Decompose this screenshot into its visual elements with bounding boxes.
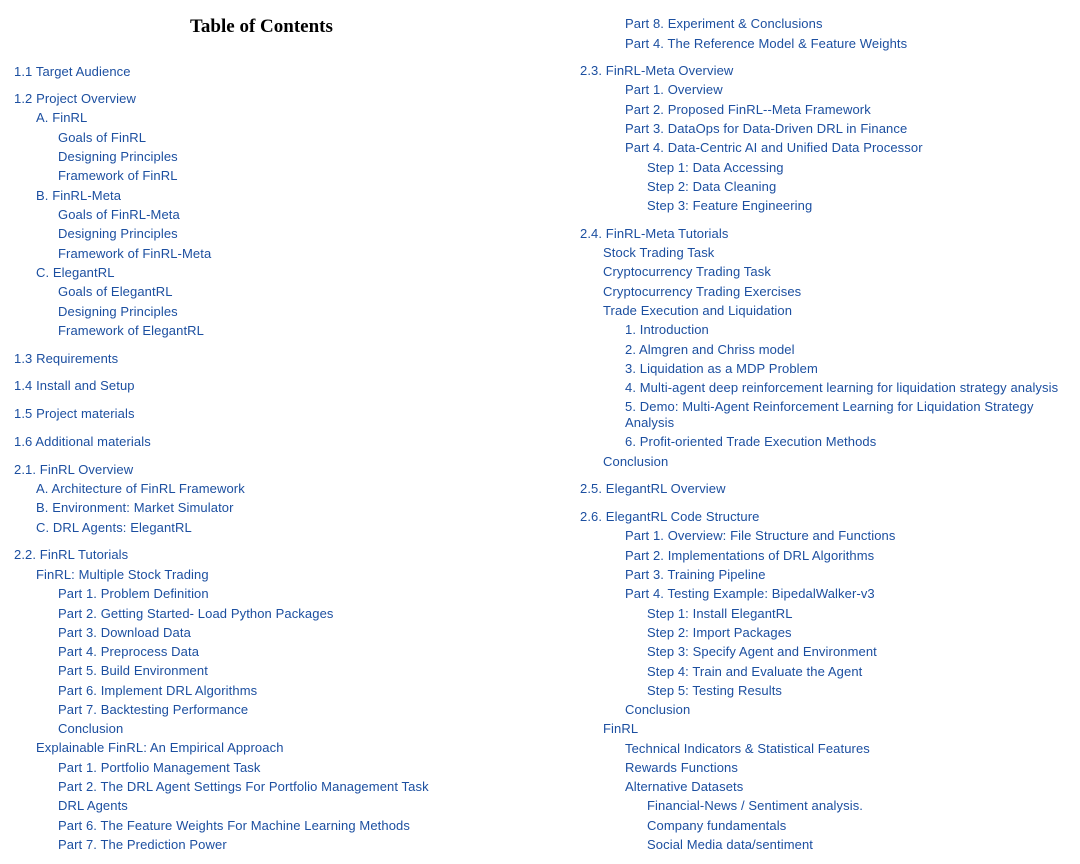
toc-link-finrl-meta-overview[interactable]: 2.3. FinRL-Meta Overview bbox=[580, 63, 734, 78]
toc-link-alternative-datasets[interactable]: Alternative Datasets bbox=[625, 779, 744, 794]
toc-link-framework-of-finrl-meta[interactable]: Framework of FinRL-Meta bbox=[58, 246, 212, 261]
toc-link-implementations-drl-algorithms[interactable]: Part 2. Implementations of DRL Algorithms bbox=[625, 548, 875, 563]
toc-link-preprocess-data[interactable]: Part 4. Preprocess Data bbox=[58, 644, 200, 659]
toc-link-build-environment[interactable]: Part 5. Build Environment bbox=[58, 663, 208, 678]
toc-link-finrl[interactable]: A. FinRL bbox=[36, 110, 88, 125]
toc-link-demo-multi-agent-rl[interactable]: 5. Demo: Multi-Agent Reinforcement Learning for Liquidation Strategy Analysis bbox=[625, 399, 1034, 430]
toc-link-portfolio-management-task[interactable]: Part 1. Portfolio Management Task bbox=[58, 760, 261, 775]
toc-link-proposed-finrl-meta-framework[interactable]: Part 2. Proposed FinRL--Meta Framework bbox=[625, 102, 871, 117]
toc-link-framework-of-finrl[interactable]: Framework of FinRL bbox=[58, 168, 178, 183]
toc-link-crypto-trading-task[interactable]: Cryptocurrency Trading Task bbox=[603, 264, 771, 279]
toc-link-dataops[interactable]: Part 3. DataOps for Data-Driven DRL in Finance bbox=[625, 121, 908, 136]
toc-link-trade-execution-liquidation[interactable]: Trade Execution and Liquidation bbox=[603, 303, 793, 318]
toc-link-multiple-stock-trading[interactable]: FinRL: Multiple Stock Trading bbox=[36, 567, 209, 582]
toc-link-designing-principles-finrl[interactable]: Designing Principles bbox=[58, 149, 178, 164]
toc-link-stock-trading-task[interactable]: Stock Trading Task bbox=[603, 245, 715, 260]
toc-link-testing-bipedalwalker[interactable]: Part 4. Testing Example: BipedalWalker-v3 bbox=[625, 586, 875, 601]
toc-link-feature-engineering[interactable]: Step 3: Feature Engineering bbox=[647, 198, 813, 213]
toc-link-finrl-meta-tutorials[interactable]: 2.4. FinRL-Meta Tutorials bbox=[580, 226, 729, 241]
toc-link-designing-principles-elegantrl[interactable]: Designing Principles bbox=[58, 304, 178, 319]
toc-link-data-accessing[interactable]: Step 1: Data Accessing bbox=[647, 160, 784, 175]
toc-link-problem-definition[interactable]: Part 1. Problem Definition bbox=[58, 586, 209, 601]
toc-link-elegantrl-code-structure[interactable]: 2.6. ElegantRL Code Structure bbox=[580, 509, 760, 524]
toc-link-download-data[interactable]: Part 3. Download Data bbox=[58, 625, 191, 640]
toc-link-requirements[interactable]: 1.3 Requirements bbox=[14, 351, 119, 366]
toc-link-data-cleaning[interactable]: Step 2: Data Cleaning bbox=[647, 179, 777, 194]
toc-link-framework-of-elegantrl[interactable]: Framework of ElegantRL bbox=[58, 323, 204, 338]
toc-link-environment-market-simulator[interactable]: B. Environment: Market Simulator bbox=[36, 500, 234, 515]
toc-link-drl-agents[interactable]: DRL Agents bbox=[58, 798, 128, 813]
toc-link-almgren-chriss-model[interactable]: 2. Almgren and Chriss model bbox=[625, 342, 795, 357]
toc-link-target-audience[interactable]: 1.1 Target Audience bbox=[14, 64, 131, 79]
toc-link-finrl-tutorials[interactable]: 2.2. FinRL Tutorials bbox=[14, 547, 129, 562]
toc-link-crypto-trading-exercises[interactable]: Cryptocurrency Trading Exercises bbox=[603, 284, 802, 299]
toc-link-architecture-of-finrl[interactable]: A. Architecture of FinRL Framework bbox=[36, 481, 245, 496]
toc-link-meta-overview[interactable]: Part 1. Overview bbox=[625, 82, 723, 97]
toc-link-specify-agent-environment[interactable]: Step 3: Specify Agent and Environment bbox=[647, 644, 877, 659]
toc-link-technical-indicators[interactable]: Technical Indicators & Statistical Features bbox=[625, 741, 870, 756]
toc-link-conclusion-code-structure[interactable]: Conclusion bbox=[625, 702, 691, 717]
toc-link-feature-weights-ml[interactable]: Part 6. The Feature Weights For Machine Learning Methods bbox=[58, 818, 410, 833]
toc-link-import-packages[interactable]: Step 2: Import Packages bbox=[647, 625, 792, 640]
toc-link-elegantrl-overview[interactable]: 2.5. ElegantRL Overview bbox=[580, 481, 726, 496]
toc-link-financial-news-sentiment[interactable]: Financial-News / Sentiment analysis. bbox=[647, 798, 864, 813]
toc-link-reference-model-feature-weights[interactable]: Part 4. The Reference Model & Feature Weights bbox=[625, 36, 908, 51]
toc-link-multi-agent-drl-liquidation[interactable]: 4. Multi-agent deep reinforcement learning for liquidation strategy analysis bbox=[625, 380, 1059, 395]
toc-link-getting-started[interactable]: Part 2. Getting Started- Load Python Packages bbox=[58, 606, 334, 621]
toc-link-introduction[interactable]: 1. Introduction bbox=[625, 322, 709, 337]
toc-link-designing-principles-finrl-meta[interactable]: Designing Principles bbox=[58, 226, 178, 241]
toc-link-explainable-finrl[interactable]: Explainable FinRL: An Empirical Approach bbox=[36, 740, 284, 755]
toc-link-finrl-overview[interactable]: 2.1. FinRL Overview bbox=[14, 462, 134, 477]
toc-link-install-and-setup[interactable]: 1.4 Install and Setup bbox=[14, 378, 135, 393]
toc-link-data-centric-ai[interactable]: Part 4. Data-Centric AI and Unified Data Processor bbox=[625, 140, 923, 155]
toc-link-train-evaluate-agent[interactable]: Step 4: Train and Evaluate the Agent bbox=[647, 664, 863, 679]
toc-link-testing-results[interactable]: Step 5: Testing Results bbox=[647, 683, 783, 698]
toc-link-drl-agent-settings[interactable]: Part 2. The DRL Agent Settings For Portfolio Management Task bbox=[58, 779, 429, 794]
toc-link-additional-materials[interactable]: 1.6 Additional materials bbox=[14, 434, 151, 449]
toc-link-goals-of-elegantrl[interactable]: Goals of ElegantRL bbox=[58, 284, 173, 299]
toc-link-drl-agents-elegantrl[interactable]: C. DRL Agents: ElegantRL bbox=[36, 520, 192, 535]
toc-link-backtesting-performance[interactable]: Part 7. Backtesting Performance bbox=[58, 702, 249, 717]
toc-link-conclusion-stock-trading[interactable]: Conclusion bbox=[58, 721, 124, 736]
toc-link-company-fundamentals[interactable]: Company fundamentals bbox=[647, 818, 787, 833]
toc-link-rewards-functions[interactable]: Rewards Functions bbox=[625, 760, 738, 775]
toc-link-elegantrl[interactable]: C. ElegantRL bbox=[36, 265, 115, 280]
toc-link-finrl-extras[interactable]: FinRL bbox=[603, 721, 639, 736]
toc-link-profit-oriented-execution[interactable]: 6. Profit-oriented Trade Execution Methods bbox=[625, 434, 877, 449]
toc-link-implement-drl-algorithms[interactable]: Part 6. Implement DRL Algorithms bbox=[58, 683, 258, 698]
page-title: Table of Contents bbox=[190, 16, 333, 37]
toc-link-goals-of-finrl-meta[interactable]: Goals of FinRL-Meta bbox=[58, 207, 180, 222]
toc-link-training-pipeline[interactable]: Part 3. Training Pipeline bbox=[625, 567, 766, 582]
toc-link-goals-of-finrl[interactable]: Goals of FinRL bbox=[58, 130, 147, 145]
toc-link-prediction-power[interactable]: Part 7. The Prediction Power bbox=[58, 837, 227, 852]
toc-link-conclusion-trade-execution[interactable]: Conclusion bbox=[603, 454, 669, 469]
toc-link-install-elegantrl[interactable]: Step 1: Install ElegantRL bbox=[647, 606, 793, 621]
toc-link-project-materials[interactable]: 1.5 Project materials bbox=[14, 406, 135, 421]
toc-link-project-overview[interactable]: 1.2 Project Overview bbox=[14, 91, 136, 106]
toc-link-experiment-conclusions[interactable]: Part 8. Experiment & Conclusions bbox=[625, 16, 823, 31]
toc-link-finrl-meta[interactable]: B. FinRL-Meta bbox=[36, 188, 122, 203]
toc-link-file-structure-functions[interactable]: Part 1. Overview: File Structure and Functions bbox=[625, 528, 896, 543]
toc-link-social-media-sentiment[interactable]: Social Media data/sentiment bbox=[647, 837, 814, 852]
toc-link-liquidation-mdp[interactable]: 3. Liquidation as a MDP Problem bbox=[625, 361, 818, 376]
